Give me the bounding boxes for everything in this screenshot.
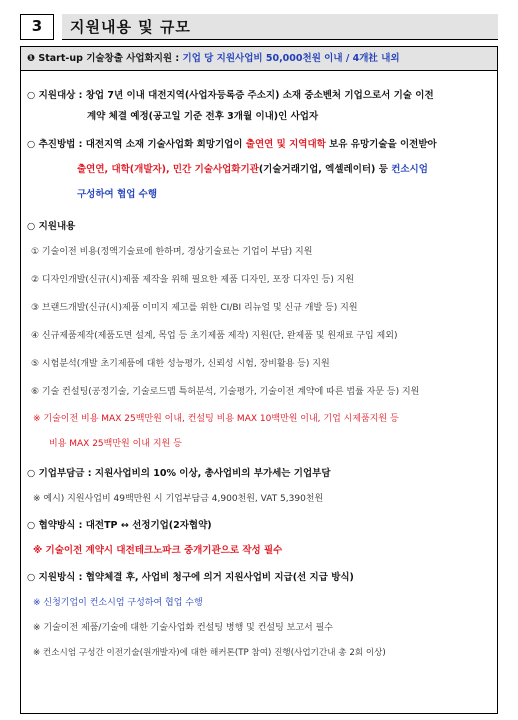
program-heading [21, 47, 497, 71]
payment-note: ※ 컨소시엄 구성간 이전기술(원개발자)에 대한 해커톤(TP 참여) 진행(사업기간내 총 2회 이상) [33, 648, 386, 658]
burden-line: ○ 기업부담금 : 지원사업비의 10% 이상, 총사업비의 부가세는 기업부담 [27, 468, 331, 479]
method-line-1: ○ 추진방법 : 대전지역 소재 기술사업화 희망기업이 출연연 및 지역대학 보유 유망기술을 이전받아 [27, 139, 437, 150]
method-line-2: 출연연, 대학(개발자), 민간 기술사업화기관(기술거래기업, 엑셀레이터) 등 컨소시엄 [77, 164, 428, 175]
payment-line: ○ 지원방식 : 협약체결 후, 사업비 청구에 의거 지원사업비 지급(선 지급 방식) [27, 572, 354, 583]
support-item: ⑥ 기술 컨설팅(공정기술, 기술로드맵 특허분석, 기술평가, 기술이전 계약에 따른 법률 자문 등) 지원 [31, 387, 420, 397]
payment-note: ※ 신청기업이 컨소시엄 구성하여 협업 수행 [33, 598, 203, 608]
target-line-2: 계약 체결 예정(공고일 기준 전후 3개월 이내)인 사업자 [87, 111, 319, 122]
content-box [20, 46, 498, 714]
support-item: ① 기술이전 비용(정액기술료에 한하며, 경상기술료는 기업이 부담) 지원 [31, 247, 313, 257]
payment-note: ※ 기술이전 제품/기술에 대한 기술사업화 컨설팅 병행 및 컨설팅 보고서 필수 [33, 623, 334, 633]
support-note-1: ※ 기술이전 비용 MAX 25백만원 이내, 컨설팅 비용 MAX 10백만원 이내, 기업 시제품지원 등 [33, 414, 399, 424]
target-line-1: ○ 지원대상 : 창업 7년 이내 대전지역(사업자등록증 주소지) 소재 중소벤처 기업으로서 기술 이전 [27, 90, 434, 101]
support-item: ② 디자인개발(신규(시)제품 제작을 위해 필요한 제품 디자인, 포장 디자인 등) 지원 [31, 275, 355, 285]
support-note-2: 비용 MAX 25백만원 이내 지원 등 [49, 439, 182, 449]
support-item: ③ 브랜드개발(신규(시)제품 이미지 제고를 위한 CI/BI 리뉴얼 및 신규 개발 등) 지원 [31, 303, 358, 313]
program-bullet: ❶ [27, 53, 36, 64]
section-header [20, 14, 498, 40]
support-heading: ○ 지원내용 [27, 221, 76, 232]
section-number: 3 [20, 14, 54, 40]
agreement-note: ※ 기술이전 계약시 대전테크노파크 중개기관으로 작성 필수 [33, 545, 283, 556]
agreement-line: ○ 협약방식 : 대전TP ↔ 선정기업(2자협약) [27, 520, 212, 531]
section-title: 지원내용 및 규모 [62, 14, 498, 40]
support-item: ④ 신규제품제작(제품도면 설계, 목업 등 초기제품 제작) 지원(단, 완제품 및 원재료 구입 제외) [31, 331, 398, 341]
method-line-3: 구성하여 협업 수행 [77, 189, 158, 200]
burden-example: ※ 예시) 지원사업비 49백만원 시 기업부담금 4,900천원, VAT 5,390천원 [33, 494, 324, 504]
support-item: ⑤ 시험분석(개발 초기제품에 대한 성능평가, 신뢰성 시험, 장비활용 등) 지원 [31, 359, 330, 369]
program-amount: 기업 당 지원사업비 50,000천원 이내 / 4개社 내외 [182, 53, 400, 64]
program-name: Start-up 기술창출 사업화지원 : [38, 53, 183, 64]
